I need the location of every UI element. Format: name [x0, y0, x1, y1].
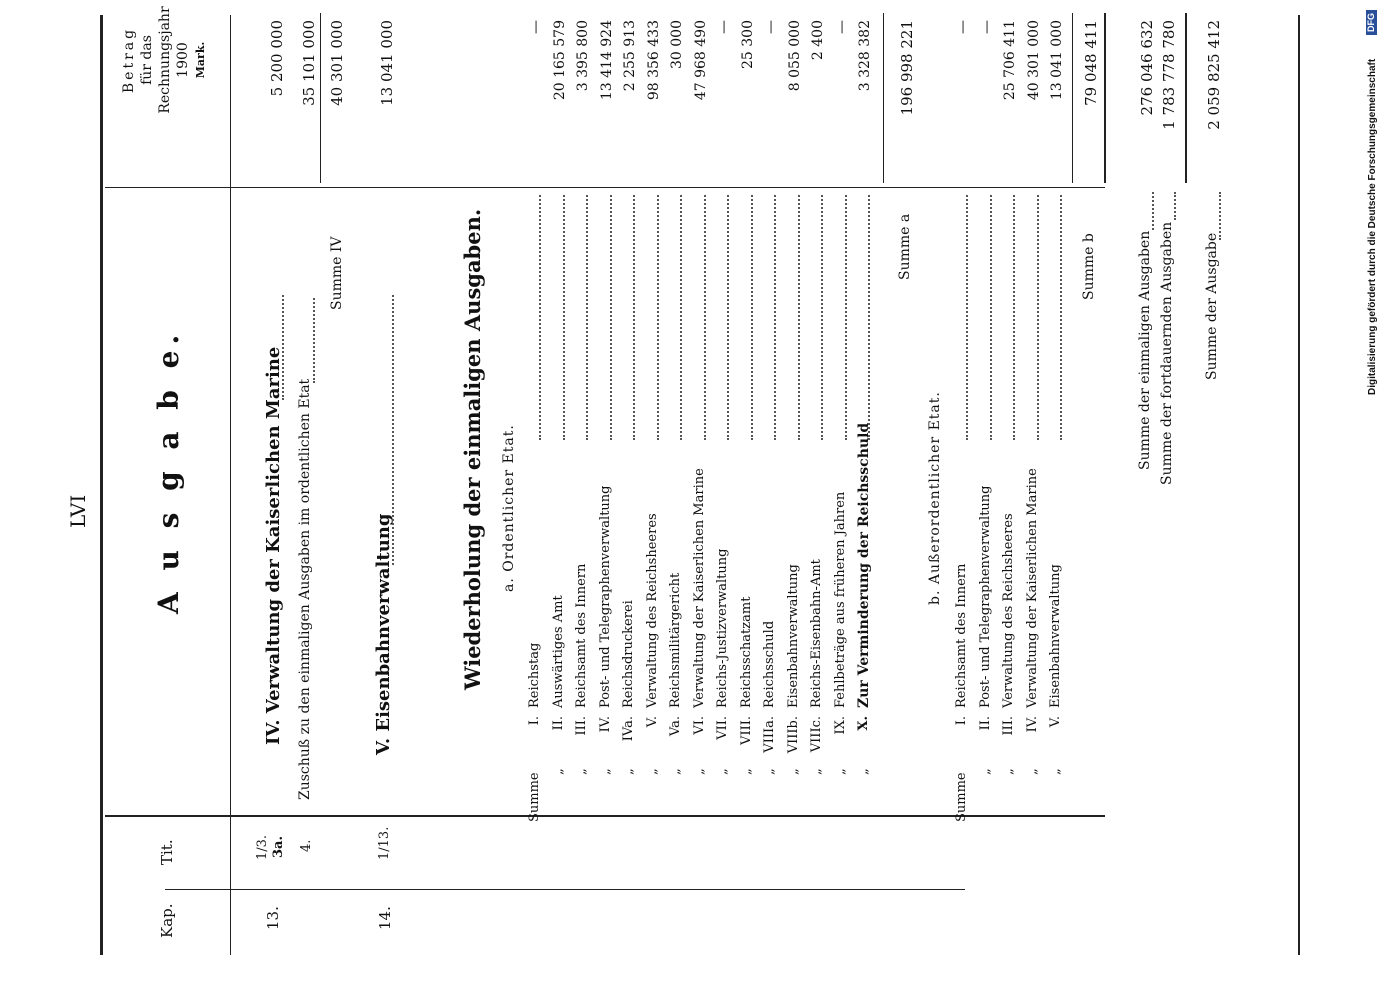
item-amount: — — [716, 20, 732, 34]
item-name: Reichsamt des Innern — [954, 563, 969, 708]
kap-header: Kap. — [158, 903, 176, 938]
item-roman: Va. — [668, 716, 683, 737]
item-amount: 13 041 000 — [1049, 20, 1065, 101]
dot-leader — [704, 195, 706, 440]
item-amount: 20 165 579 — [551, 20, 568, 101]
item-roman: VIIIc. — [809, 716, 824, 753]
item-roman: IV. — [597, 716, 613, 733]
footer-note: Digitalisierung gefördert durch die Deutsche Forschungsgemeinschaft — [1367, 58, 1378, 395]
item-amount: 8 055 000 — [786, 20, 803, 92]
item-amount: 30 000 — [669, 20, 685, 69]
item-roman: III. — [1001, 716, 1016, 736]
dot-leader — [727, 195, 729, 440]
item-prefix: „ — [762, 768, 777, 775]
item-roman: I. — [527, 716, 542, 726]
item-amount: 3 328 382 — [857, 20, 873, 92]
header-rule — [230, 15, 231, 955]
dot-leader — [1219, 192, 1221, 240]
a-heading: a. Ordentlicher Etat. — [501, 424, 517, 592]
item-amount: 2 255 913 — [622, 20, 638, 92]
fortdauernd-amount: 1 783 778 780 — [1160, 20, 1178, 130]
item-name: Reichsamt des Innern — [574, 563, 589, 708]
list-item — [810, 0, 834, 1000]
dot-leader — [539, 195, 541, 440]
page-number: LVI — [66, 494, 90, 528]
item-roman: VIII. — [738, 716, 754, 745]
list-item — [1049, 0, 1073, 1000]
tit-13-3: 4. — [299, 839, 314, 852]
item-name: Eisenbahnverwaltung — [1048, 564, 1063, 708]
item-name: Post- und Telegraphenverwaltung — [597, 485, 613, 708]
einmalig-label: Summe der einmaligen Ausgaben — [1137, 230, 1153, 470]
dot-leader — [657, 195, 659, 440]
item-roman: III. — [574, 716, 589, 736]
list-item — [1002, 0, 1026, 1000]
item-amount: — — [955, 20, 971, 34]
item-amount: 2 400 — [810, 20, 826, 61]
list-item — [528, 0, 552, 1000]
item-prefix: „ — [691, 768, 707, 775]
dot-leader — [1037, 195, 1039, 440]
item-roman: II. — [550, 716, 566, 731]
tit-13-2: 3a. — [271, 836, 286, 858]
item-name: Verwaltung der Kaiserlichen Marine — [1024, 468, 1040, 708]
item-prefix: Summe — [527, 772, 542, 822]
list-item — [763, 0, 787, 1000]
dot-leader — [845, 195, 847, 440]
item-prefix: „ — [1001, 768, 1016, 775]
list-item — [740, 0, 764, 1000]
k13-zuschuss-amount: 35 101 000 — [300, 20, 318, 106]
sum-rule — [883, 13, 884, 183]
item-prefix: „ — [644, 768, 660, 775]
item-roman: VII. — [715, 716, 730, 740]
item-prefix: „ — [785, 768, 801, 775]
k14-heading: V. Eisenbahnverwaltung — [373, 513, 394, 755]
k13-summe-amount: 40 301 000 — [328, 20, 346, 106]
b-heading: b. Außerordentlicher Etat. — [927, 391, 943, 605]
page-title: A u s g a b e. — [152, 328, 185, 614]
item-roman: VIIIa. — [762, 716, 777, 753]
item-amount: — — [833, 20, 850, 34]
dot-leader — [282, 295, 284, 400]
dot-leader — [821, 195, 823, 440]
list-item — [575, 0, 599, 1000]
item-name: Reichsschatzamt — [738, 596, 754, 708]
item-roman: IVa. — [621, 716, 636, 742]
dot-leader — [563, 195, 565, 440]
item-prefix: „ — [574, 768, 589, 775]
item-prefix: „ — [715, 768, 730, 775]
list-item — [716, 0, 740, 1000]
list-item — [669, 0, 693, 1000]
item-amount: 13 414 924 — [598, 20, 615, 101]
item-amount: 3 395 800 — [575, 20, 591, 92]
kap-13: 13. — [264, 906, 282, 930]
item-roman: X. — [856, 716, 871, 731]
item-amount: 25 300 — [739, 20, 756, 69]
b-summe-amount: 79 048 411 — [1082, 20, 1100, 106]
a-summe-label: Summe a — [897, 213, 913, 280]
k13-summe: Summe IV — [329, 236, 345, 310]
list-item — [552, 0, 576, 1000]
item-name: Reichsdruckerei — [621, 600, 636, 708]
einmalig-amount: 276 046 632 — [1138, 20, 1156, 116]
item-name: Reichstag — [527, 642, 542, 708]
item-amount: 47 968 490 — [692, 20, 709, 101]
list-item — [787, 0, 811, 1000]
item-prefix: „ — [621, 768, 636, 775]
sum-rule — [1104, 13, 1106, 183]
bottom-rule — [1298, 15, 1300, 955]
item-name: Fehlbeträge aus früheren Jahren — [832, 491, 848, 708]
dot-leader — [1060, 195, 1062, 440]
list-item — [979, 0, 1003, 1000]
item-roman: V. — [1048, 716, 1063, 728]
list-item — [693, 0, 717, 1000]
item-amount: 25 706 411 — [1002, 20, 1018, 101]
k13-heading: IV. Verwaltung der Kaiserlichen Marine — [263, 346, 284, 745]
item-roman: IX. — [832, 716, 848, 735]
gesamt-label: Summe der Ausgabe — [1204, 232, 1220, 380]
item-prefix: „ — [1024, 768, 1040, 775]
item-prefix: „ — [809, 768, 824, 775]
item-amount: — — [763, 20, 779, 34]
dot-leader — [392, 295, 394, 565]
item-roman: II. — [977, 716, 993, 731]
dot-leader — [680, 195, 682, 440]
dot-leader — [313, 298, 315, 383]
item-roman: V. — [644, 716, 660, 728]
item-amount: — — [978, 20, 995, 34]
k14-heading-amount: 13 041 000 — [378, 20, 396, 106]
sum-rule — [320, 13, 321, 183]
list-item — [646, 0, 670, 1000]
dot-leader — [633, 195, 635, 440]
item-name: Post- und Telegraphenverwaltung — [977, 485, 993, 708]
tit-13-1: 1/3. — [255, 834, 270, 860]
dot-leader — [610, 195, 612, 440]
tit-header: Tit. — [158, 839, 176, 865]
kap-14: 14. — [376, 906, 394, 930]
dot-leader — [586, 195, 588, 440]
item-prefix: „ — [977, 768, 993, 775]
item-amount: 40 301 000 — [1025, 20, 1042, 101]
item-prefix: „ — [738, 768, 754, 775]
item-name: Eisenbahnverwaltung — [785, 564, 801, 708]
item-prefix: „ — [597, 768, 613, 775]
item-name: Verwaltung des Reichsheeres — [1001, 513, 1016, 708]
a-summe-amount: 196 998 221 — [898, 20, 916, 116]
sum-rule — [1185, 13, 1187, 183]
b-summe-label: Summe b — [1081, 233, 1097, 300]
dot-leader — [774, 195, 776, 440]
list-item — [857, 0, 881, 1000]
item-prefix: „ — [550, 768, 566, 775]
dot-leader — [751, 195, 753, 440]
dot-leader — [1152, 192, 1154, 230]
item-prefix: „ — [668, 768, 683, 775]
dot-leader — [798, 195, 800, 440]
dot-leader — [966, 195, 968, 440]
item-name: Reichs-Justizverwaltung — [715, 548, 730, 708]
item-amount: — — [528, 20, 544, 34]
item-roman: IV. — [1024, 716, 1040, 733]
dot-leader — [868, 195, 870, 440]
gesamt-amount: 2 059 825 412 — [1205, 20, 1223, 130]
top-rule — [100, 15, 103, 955]
item-name: Zur Verminderung der Reichsschuld — [856, 422, 872, 708]
fortdauernd-label: Summe der fortdauernden Ausgaben — [1159, 221, 1175, 485]
list-item — [834, 0, 858, 1000]
list-item — [599, 0, 623, 1000]
k13-zuschuss: Zuschuß zu den einmaligen Ausgaben im ordentlichen Etat — [297, 378, 313, 800]
k13-heading-amount: 5 200 000 — [268, 20, 286, 97]
item-prefix: Summe — [954, 772, 969, 822]
item-prefix: „ — [856, 768, 871, 775]
dfg-logo: DFG — [1366, 10, 1377, 35]
item-name: Reichs-Eisenbahn-Amt — [809, 559, 824, 708]
item-name: Reichsmilitärgericht — [668, 572, 683, 708]
dot-leader — [1174, 192, 1176, 220]
item-amount: 98 356 433 — [645, 20, 662, 101]
dot-leader — [990, 195, 992, 440]
list-item — [622, 0, 646, 1000]
dot-leader — [1013, 195, 1015, 440]
sum-rule — [1072, 13, 1073, 183]
list-item — [1026, 0, 1050, 1000]
item-name: Verwaltung der Kaiserlichen Marine — [691, 468, 707, 708]
amount-header: Betrag für das Rechnungsjahr 1900 Mark. — [121, 6, 207, 114]
item-name: Auswärtiges Amt — [550, 595, 566, 708]
section-heading: Wiederholung der einmaligen Ausgaben. — [460, 208, 485, 690]
list-item — [955, 0, 979, 1000]
item-roman: VIIIb. — [785, 716, 801, 754]
item-name: Reichsschuld — [762, 620, 777, 708]
item-name: Verwaltung des Reichsheeres — [644, 513, 660, 708]
tit-14: 1/13. — [377, 826, 392, 860]
item-roman: VI. — [691, 716, 707, 735]
item-prefix: „ — [1048, 768, 1063, 775]
item-prefix: „ — [832, 768, 848, 775]
item-roman: I. — [954, 716, 969, 726]
